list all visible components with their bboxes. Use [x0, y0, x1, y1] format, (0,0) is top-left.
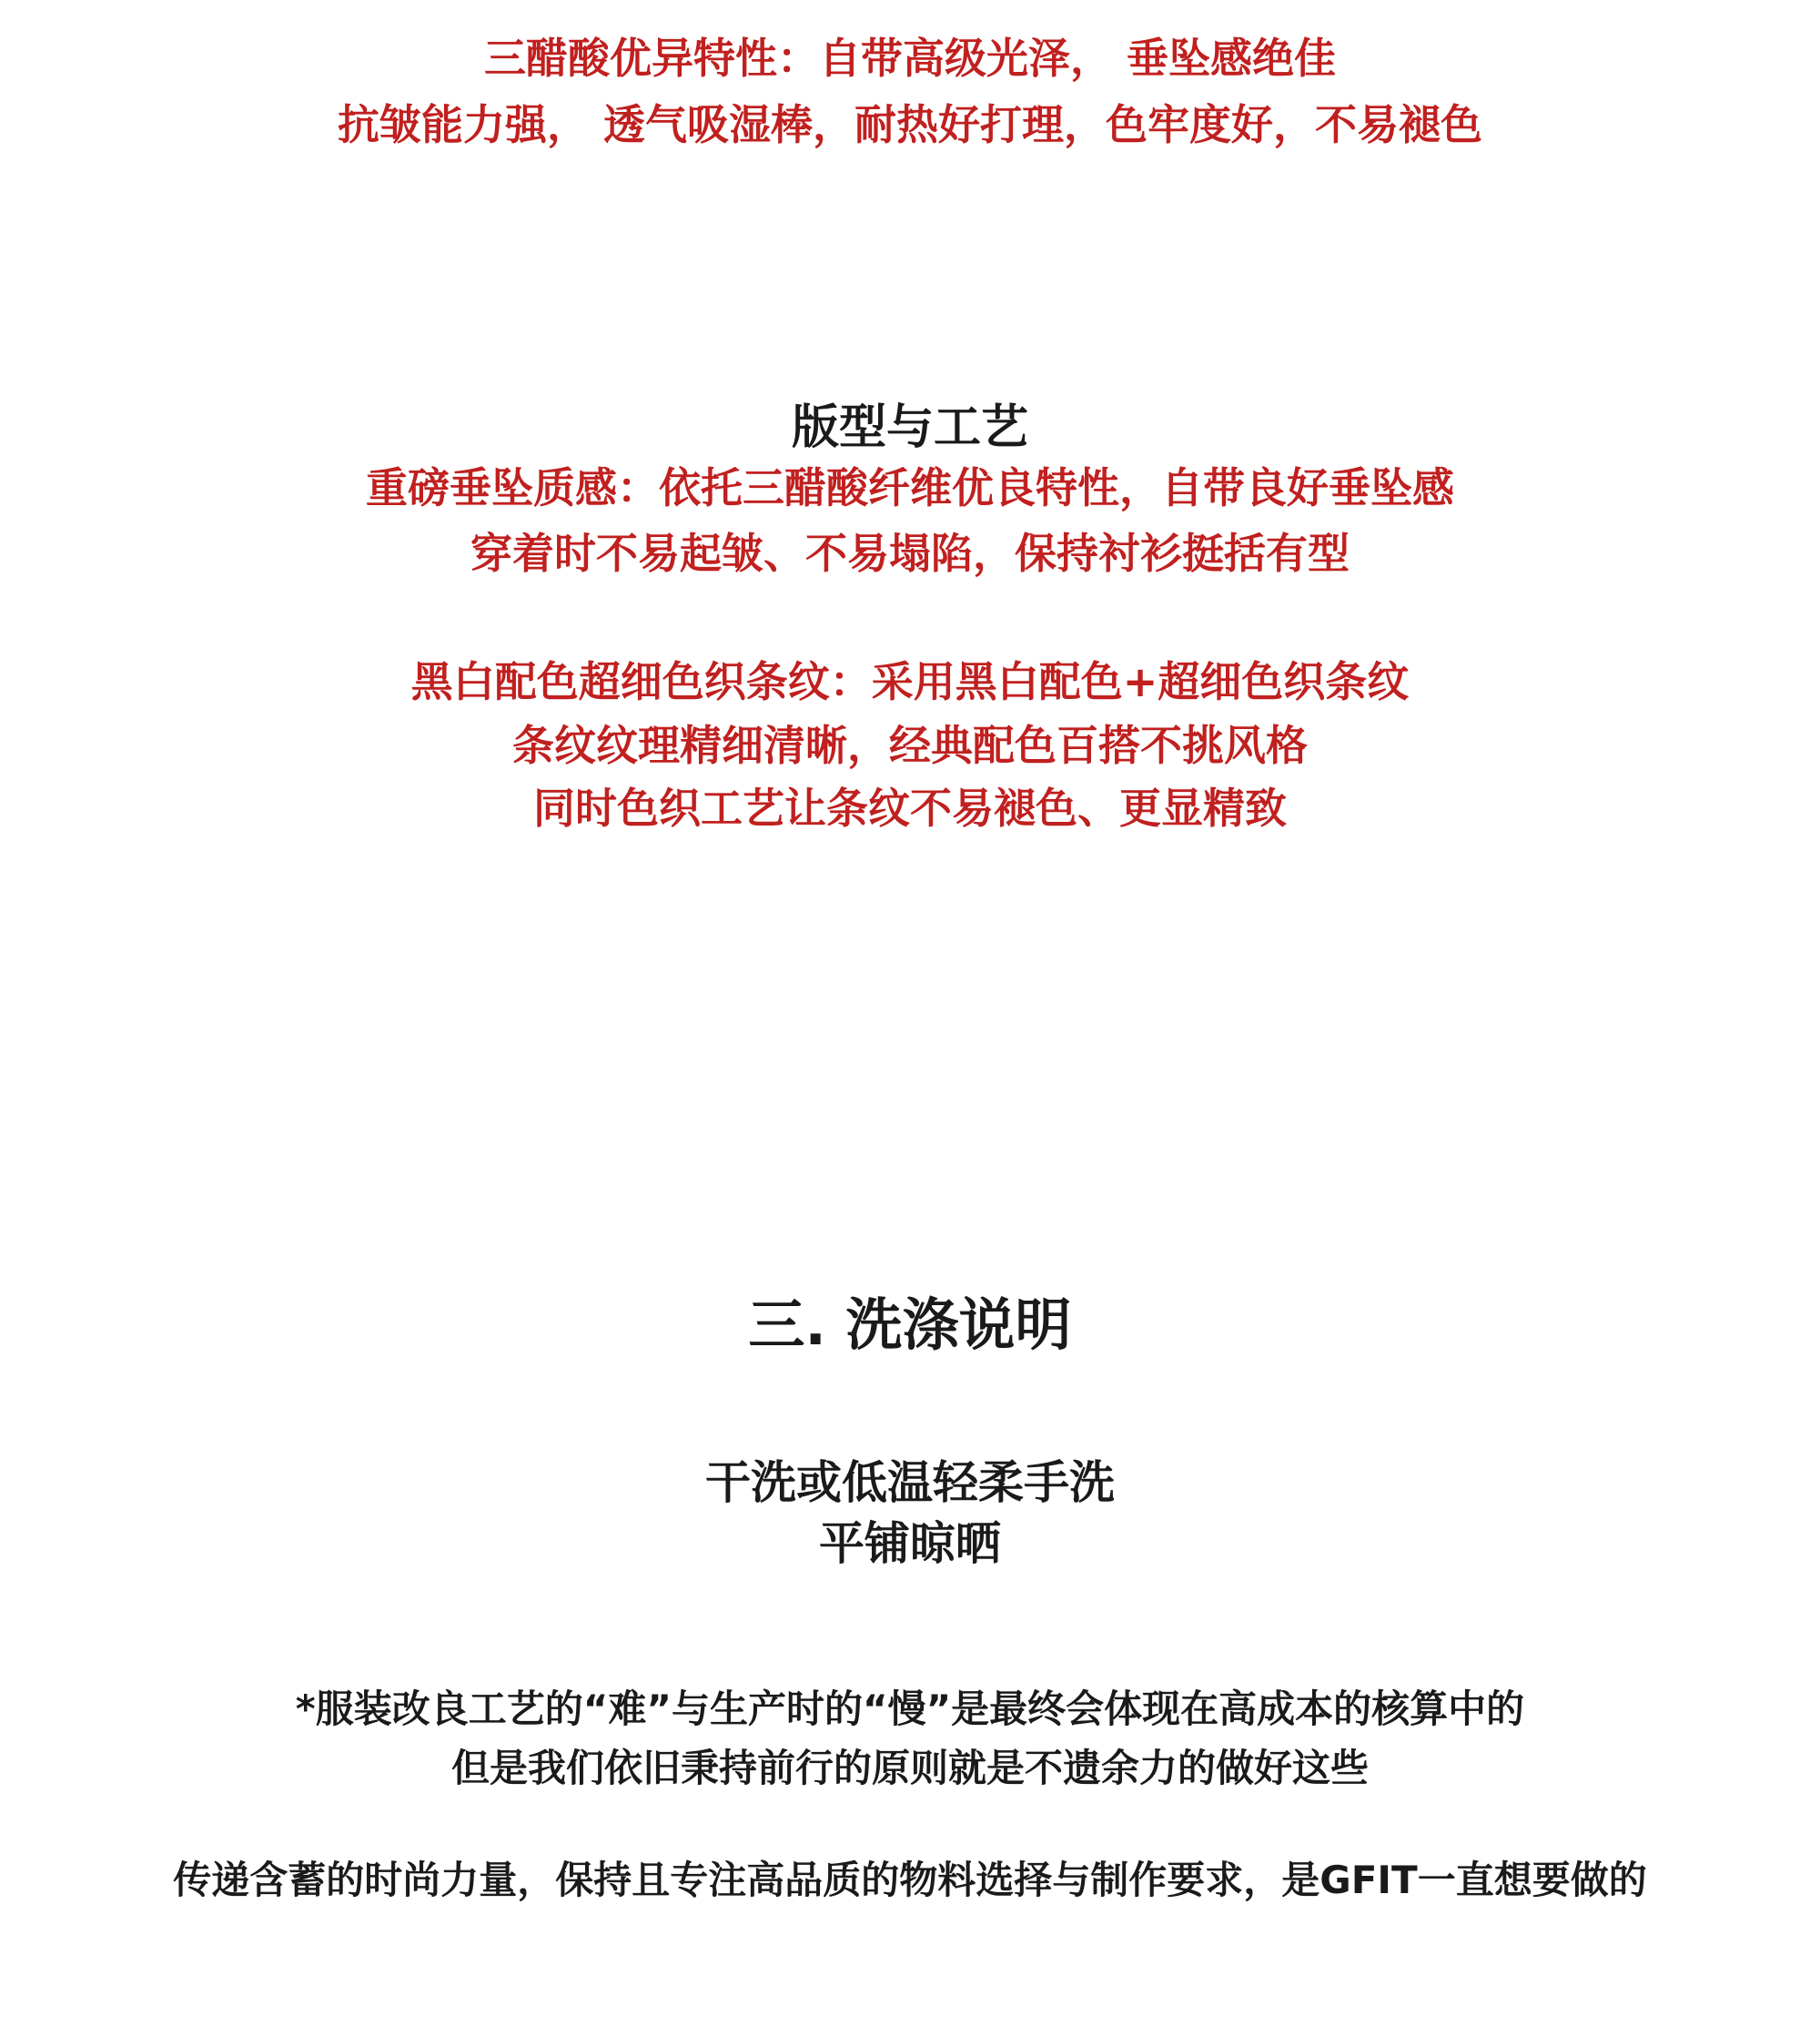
washing-line-1: 干洗或低温轻柔手洗	[705, 1456, 1115, 1509]
note-closing: 传递含蓄的时尚力量，保持且专注高品质的物料选择与制作要求，是GFIT一直想要做的	[173, 1858, 1647, 1902]
craft-drape-line-1: 重磅垂坠质感：依托三醋酸纤维优良特性，自带良好垂坠感	[366, 463, 1454, 512]
note-line-1: *服装改良工艺的“难”与生产时的“慢”是最终会体现在高成本的核算中的	[295, 1687, 1525, 1731]
craft-stripe-line-2: 条纹纹理精细清晰，经典配色百搭不挑风格	[512, 721, 1308, 770]
craft-stripe-line-1: 黑白配色超细色织条纹：采用黑白配色+超细色织条纹	[410, 657, 1410, 706]
craft-drape-line-2: 穿着时不易起皱、不易塌陷，保持衬衫挺括有型	[470, 529, 1350, 578]
washing-line-2: 平铺晾晒	[819, 1517, 1001, 1570]
fabric-line-2: 抗皱能力强， 透气吸湿棒，耐热好打理，色牢度好，不易褪色	[337, 100, 1482, 149]
note-line-2: 但是我们依旧秉持前行的原则就是不遗余力的做好这些	[450, 1746, 1369, 1790]
craft-stripe-line-3: 同时色织工艺让条纹不易褪色、更显精致	[533, 784, 1287, 833]
fabric-line-1: 三醋酸优异特性：自带高级光泽， 垂坠感绝佳	[483, 34, 1336, 83]
craft-heading: 版型与工艺	[791, 400, 1028, 455]
washing-title: 三. 洗涤说明	[748, 1292, 1072, 1358]
